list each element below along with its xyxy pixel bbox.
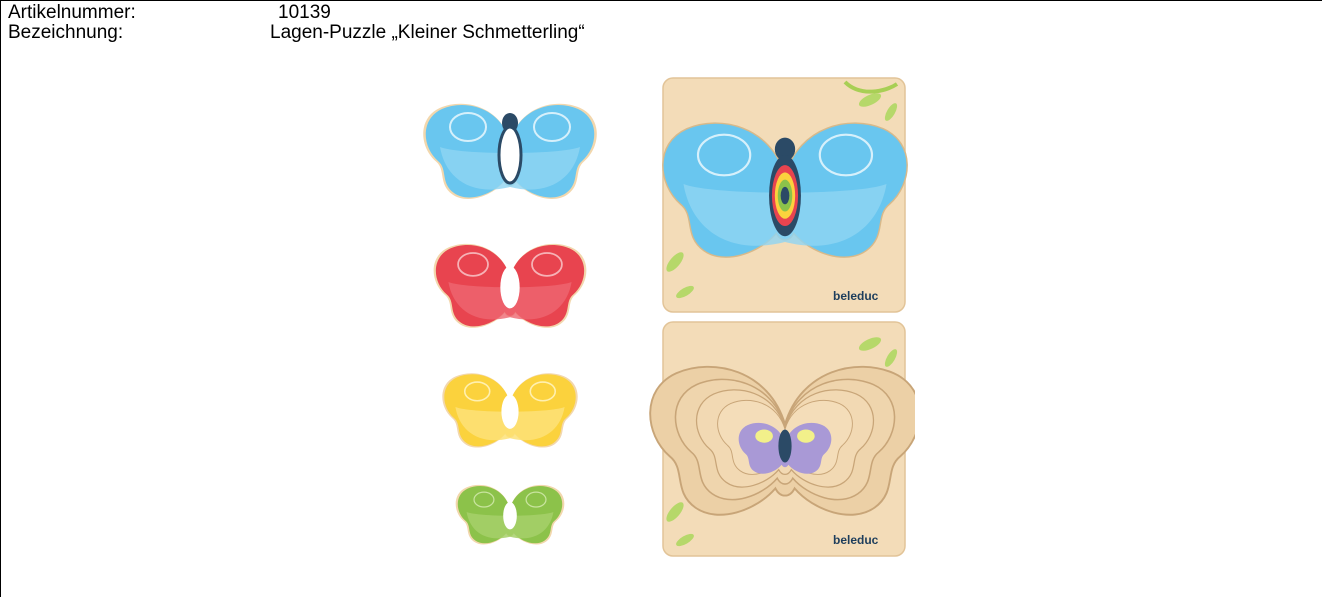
brand-logo-top: beleduc [833, 289, 879, 303]
loose-piece-green [456, 485, 565, 545]
loose-piece-yellow [442, 373, 577, 447]
article-number-value: 10139 [278, 2, 331, 23]
loose-piece-red [434, 244, 587, 328]
designation-label: Bezeichnung: [8, 22, 124, 43]
loose-piece-blue [423, 104, 597, 199]
assembled-puzzle-board [663, 78, 907, 312]
article-number-label: Artikelnummer: [8, 2, 136, 23]
layered-tray-board [650, 322, 915, 556]
designation-value: Lagen-Puzzle „Kleiner Schmetterling“ [270, 22, 585, 43]
brand-logo-bottom: beleduc [833, 533, 879, 547]
product-photo [415, 72, 915, 562]
